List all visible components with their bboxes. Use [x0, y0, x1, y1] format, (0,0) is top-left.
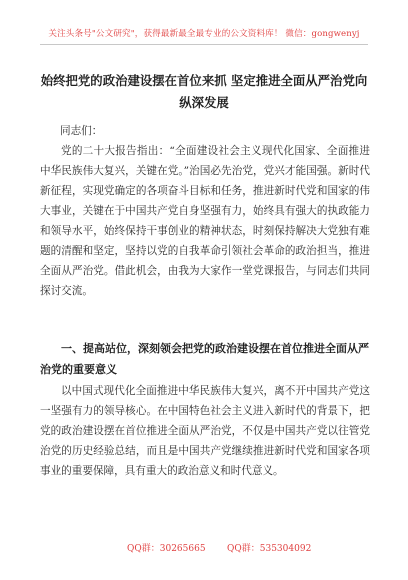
salutation: 同志们：	[60, 125, 103, 137]
paragraph-section-1: 以中国式现代化全面推进中华民族伟大复兴，离不开中国共产党这一坚强有力的领导核心。在中国特色社会主义进入新时代的背景下，把党的政治建设摆在首位推进全面从严治党，不仅是中国共产党以往管党治党的历史经验总结，而且是中国共产党继续推进新时代党和国家各项事业的重要保障，具有重大的政治意义和时代意义。	[40, 385, 370, 477]
paragraph-intro: 党的二十大报告指出：“全面建设社会主义现代化国家、全面推进中华民族伟大复兴，关键在党。”治国必先治党，党兴才能国强。新时代新征程，实现党确定的各项奋斗目标和任务，推进新时代党和国家的伟大事业，关键在于中国共产党自身坚强有力，始终具有强大的执政能力和领导水平，始终保持干事创业的精神状态，时刻保持解决大党独有难题的清醒和坚定，坚持以党的自我革命引领社会革命的政治担当，推进全面从严治党。借此机会，由我为大家作一堂党课报告，与同志们共同探讨交流。	[40, 145, 370, 297]
document-title: 始终把党的政治建设摆在首位来抓 坚定推进全面从严治党向纵深发展	[40, 73, 368, 110]
footer-qq-group-right: QQ群：535304092	[227, 544, 312, 554]
footer-qq-group-left: QQ群：30265665	[127, 544, 206, 554]
header-divider	[40, 44, 368, 45]
header-banner: 关注头条号"公文研究"，获得最新最全最专业的公文资料库！ 微信：gongwenyj	[48, 29, 360, 39]
section-heading-1: 一、提高站位，深刻领会把党的政治建设摆在首位推进全面从严治党的重要意义	[40, 342, 369, 376]
